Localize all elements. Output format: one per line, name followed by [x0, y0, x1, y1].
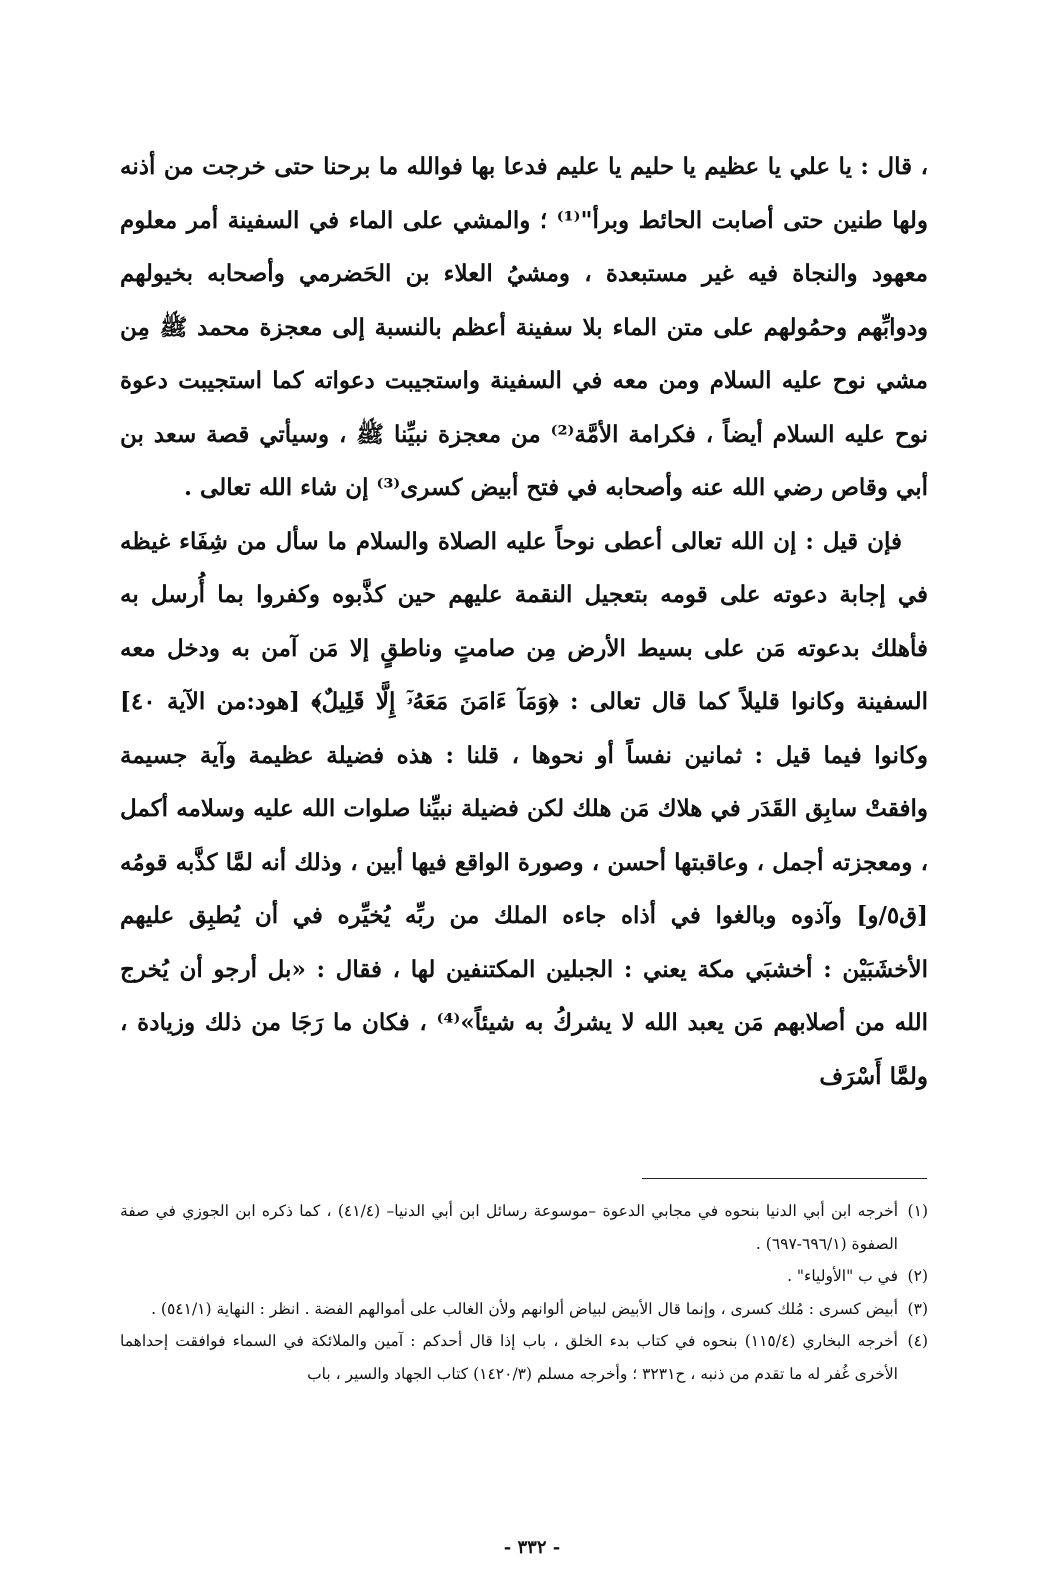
footnote-text: أخرجه البخاري (١١٥/٤) بنحوه في كتاب بدء الخلق ، باب إذا قال أحدكم : آمين والملائكة في السماء فوافقت إحداهما الأخرى غُفر له ما تقدم من ذنبه ، ح٣٢٣١ ؛ وأخرجه مسلم (١٤٢٠/٣) كتاب الجهاد والسير ، باب	[120, 1332, 898, 1383]
footnote-number: (٣)	[907, 1299, 928, 1318]
footnote-3	[120, 1293, 928, 1326]
footnote-number: (٢)	[907, 1267, 928, 1285]
paragraph-2: فإن قيل : إن الله تعالى أعطى نوحاً عليه الصلاة والسلام ما سأل من شِفَاء غيظه في إجابة دعوته على قومه بتعجيل النقمة عليهم حين كذَّبوه وكفروا بما أُرسل به فأهلك بدعوته مَن على بسيط الأرض مِن صامتٍ وناطقٍ إلا مَن آمن به ودخل معه السفينة وكانوا قليلاً كما قال تعالى : ﴿وَمَآ ءَامَنَ مَعَهُۥٓ إِلَّا قَلِيلٌ﴾ [هود:من الآية ٤٠] وكانوا فيما قيل : ثمانين نفساً أو نحوها ، قلنا : هذه فضيلة عظيمة وآية جسيمة وافقتْ سابِق القَدَر في هلاك مَن هلك لكن فضيلة نبيِّنا صلوات الله عليه وسلامه أكمل ، ومعجزته أجمل ، وعاقبتها أحسن ، وصورة الواقع فيها أبين ، وذلك أنه لمَّا كذَّبه قومُه [ق٥/و] وآذوه وبالغوا في أذاه جاءه الملك من ربِّه يُخيِّره في أن يُطبِق عليهم الأخشَبَيْن : أخشبَي مكة يعني : الجبلين المكتنفين لها ، فقال : «بل أرجو أن يُخرج الله من أصلابهم مَن يعبد الله لا يشركُ به شيئاً»⁽⁴⁾ ، فكان ما رَجَا من ذلك وزيادة ، ولمَّا أَسْرَف	[120, 527, 928, 1090]
footnote-4	[120, 1325, 928, 1390]
footnotes	[120, 1195, 928, 1390]
footnote-separator	[642, 1178, 927, 1179]
footnote-number: (١)	[907, 1202, 928, 1220]
footnote-2	[120, 1260, 928, 1293]
footnote-text: أبيض كسرى : مُلك كسرى ، وإنما قال الأبيض لبياض ألوانهم ولأن الغالب على أموالهم الفضة . انظر : النهاية (٥٤١/١) .	[151, 1299, 898, 1318]
main-text	[120, 140, 928, 1103]
page-body	[120, 140, 928, 1103]
paragraph-1: ، قال : يا علي يا عظيم يا حليم يا عليم فدعا بها فوالله ما برحنا حتى خرجت من أذنه ولها طنين حتى أصابت الحائط وبرأ"⁽¹⁾ ؛ والمشي على الماء في السفينة أمر معلوم معهود والنجاة فيه غير مستبعدة ، ومشيُ العلاء بن الحَضرمي وأصحابه بخيولهم ودوابِّهم وحمُولهم على متن الماء بلا سفينة أعظم بالنسبة إلى معجزة محمد ﷺ مِن مشي نوح عليه السلام ومن معه في السفينة واستجيبت دعواته كما استجيبت دعوة نوح عليه السلام أيضاً ، فكرامة الأمَّة⁽²⁾ من معجزة نبيِّنا ﷺ ، وسيأتي قصة سعد بن أبي وقاص رضي الله عنه وأصحابه في فتح أبيض كسرى⁽³⁾ إن شاء الله تعالى .	[120, 153, 929, 501]
page-number: - ٣٣٢ -	[503, 1537, 561, 1558]
footnote-text: أخرجه ابن أبي الدنيا بنحوه في مجابي الدعوة –موسوعة رسائل ابن أبي الدنيا– (٤١/٤) ، كما ذكره ابن الجوزي في صفة الصفوة (٦٩٦/١-٦٩٧) .	[120, 1202, 898, 1253]
footnote-1	[120, 1195, 928, 1260]
footnote-text: في ب "الأولياء" .	[787, 1267, 898, 1285]
footnote-number: (٤)	[907, 1332, 928, 1350]
